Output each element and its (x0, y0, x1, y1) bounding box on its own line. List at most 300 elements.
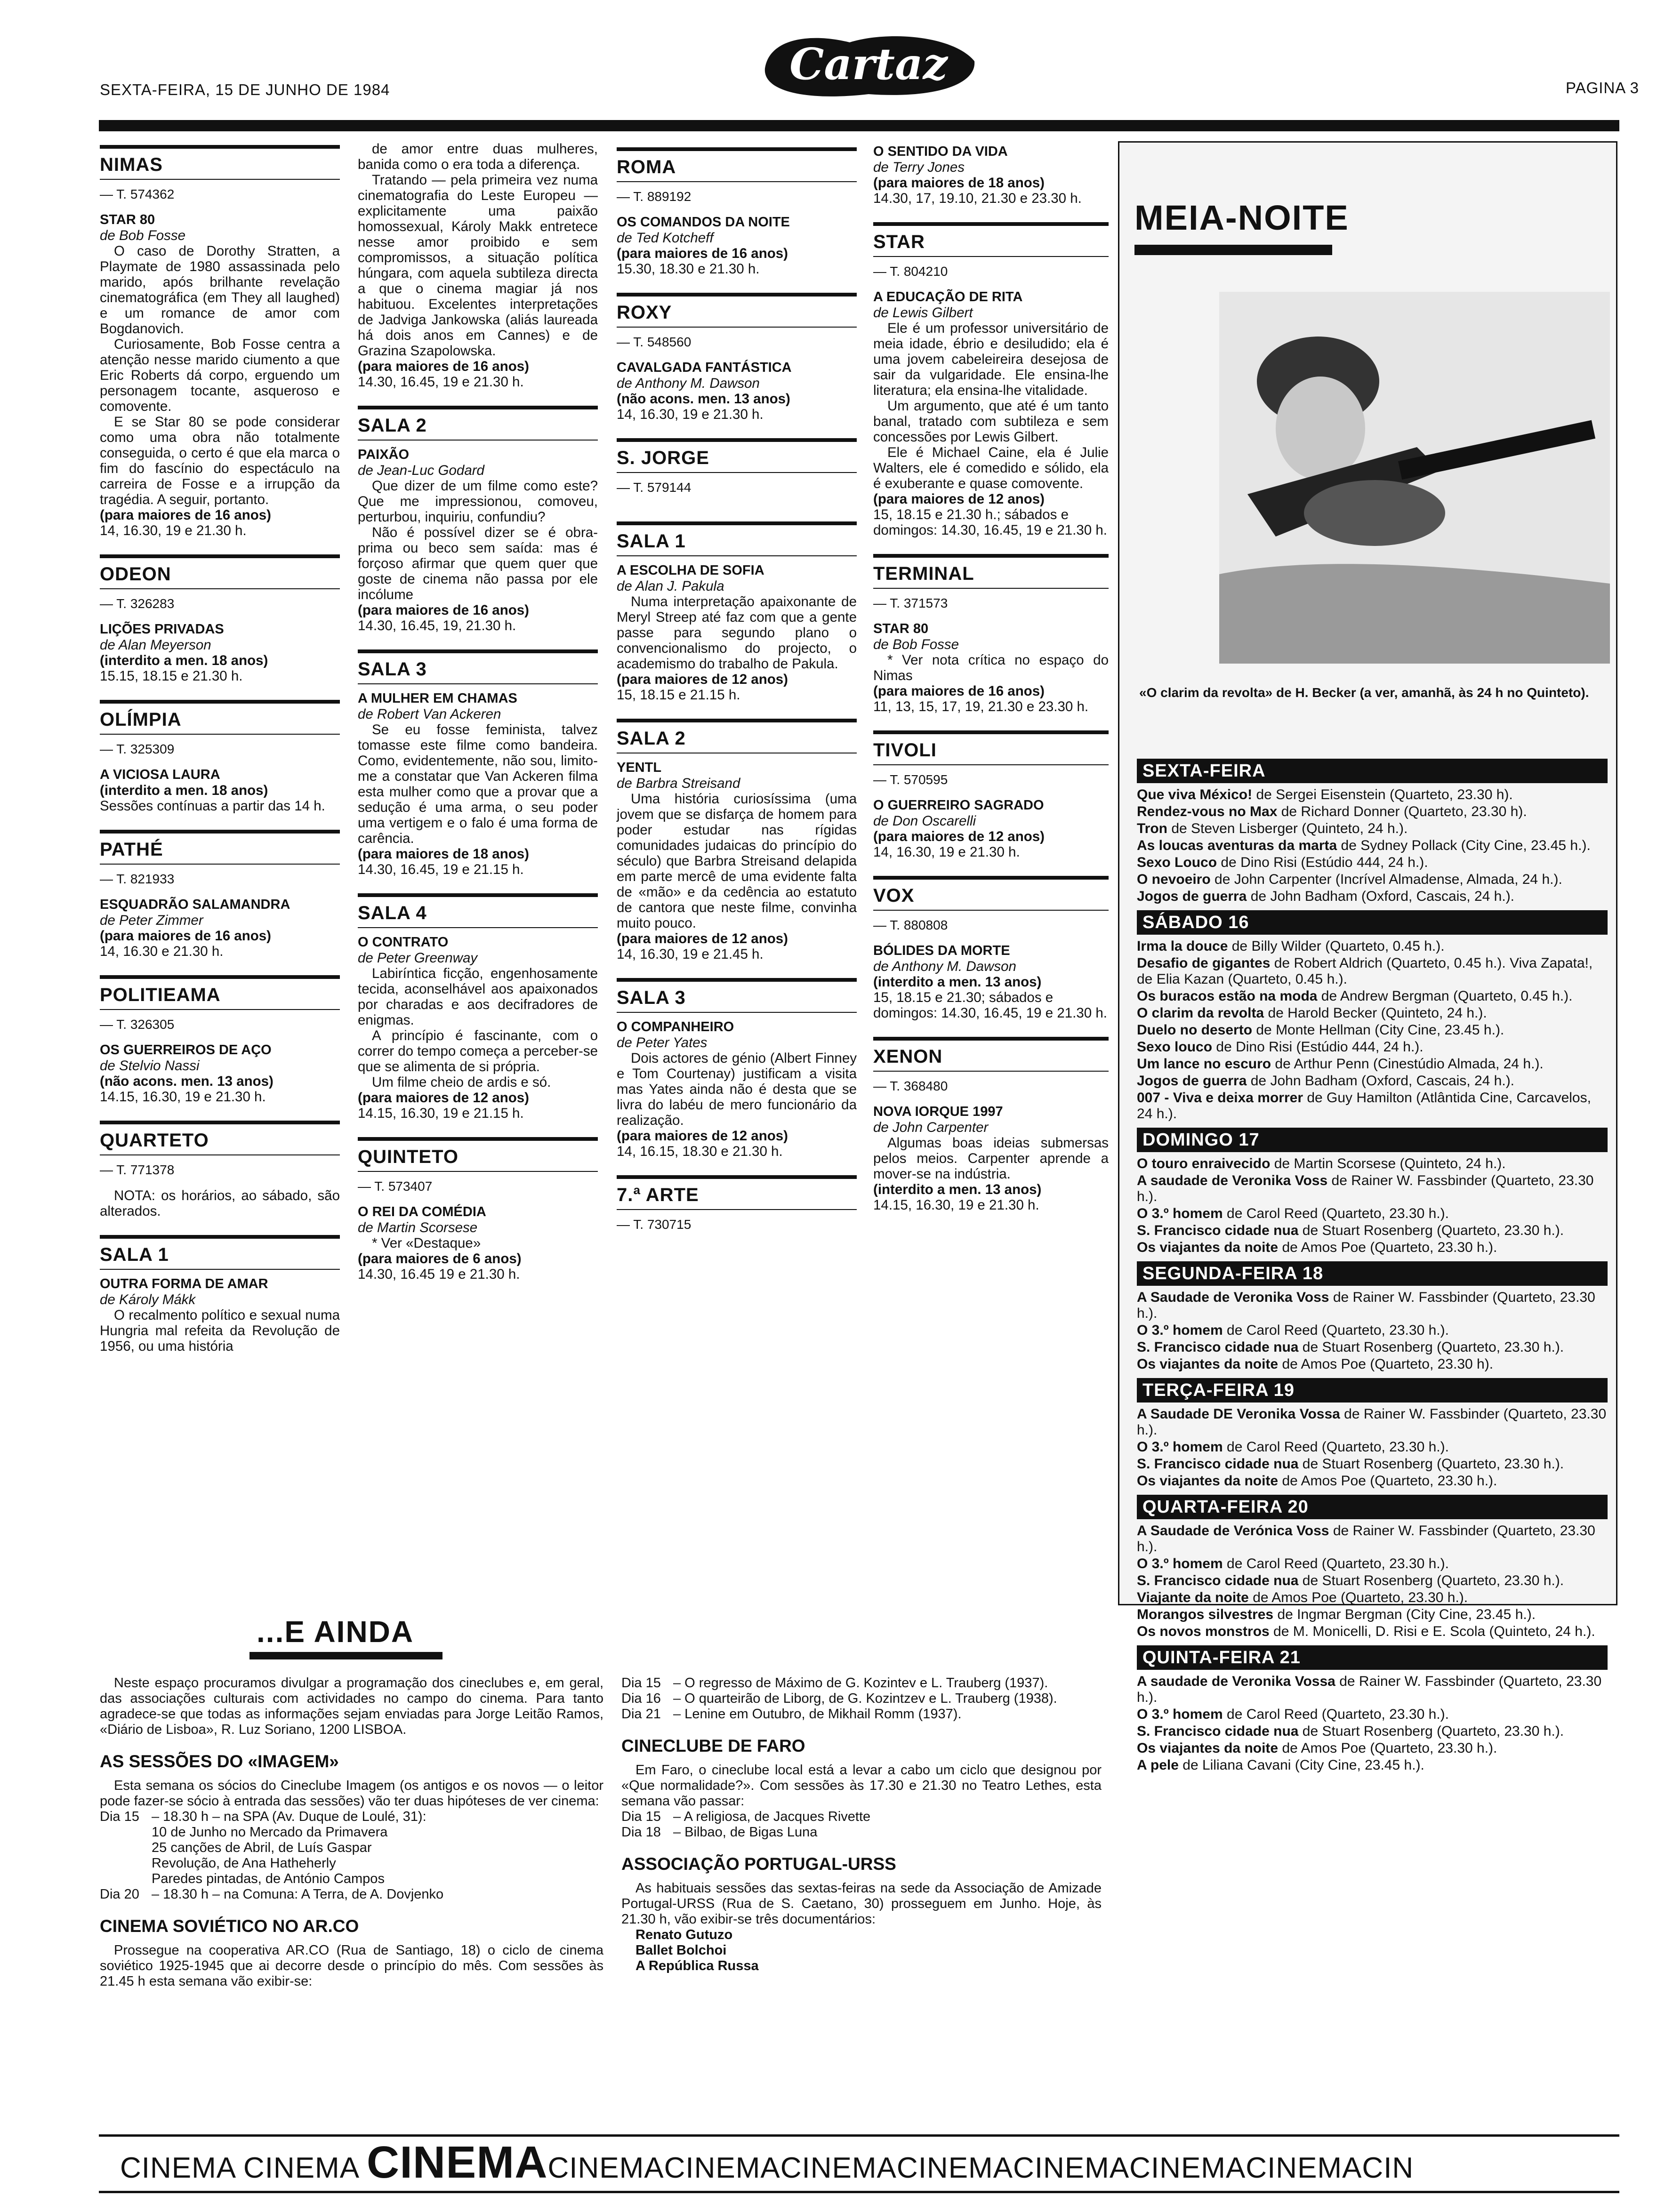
screening-title: Os novos monstros (1137, 1624, 1270, 1639)
film-title: CAVALGADA FANTÁSTICA (617, 360, 792, 375)
midnight-screening (1137, 1723, 1608, 1739)
film-director: de Károly Mákk (100, 1292, 196, 1307)
film-director: de Ted Kotcheff (617, 230, 714, 246)
film-title: PAIXÃO (358, 447, 410, 462)
schedule-line (100, 1856, 603, 1871)
film-title: OUTRA FORMA DE AMAR (100, 1276, 268, 1291)
film-title: O SENTIDO DA VIDA (873, 144, 1008, 159)
screening-title: Os viajantes da noite (1137, 1740, 1279, 1756)
cinema-name: VOX (873, 885, 915, 906)
screening-details: de Sergei Eisenstein (Quarteto, 23.30 h). (1252, 787, 1513, 802)
age-rating: (para maiores de 16 anos) (100, 507, 271, 523)
schedule-line (100, 1825, 603, 1840)
age-rating: (interdito a men. 18 anos) (100, 653, 268, 668)
schedule-line (621, 1809, 1102, 1825)
midnight-screening (1137, 1022, 1608, 1038)
film-review: de amor entre duas mulheres, banida como o era toda a diferença. (358, 141, 598, 172)
midnight-screening (1137, 872, 1608, 888)
schedule-text: 10 de Junho no Mercado da Primavera (152, 1825, 388, 1840)
imagem-schedule (100, 1809, 603, 1902)
sovietico-text: Prossegue na cooperativa AR.CO (Rua de Santiago, 18) o ciclo de cinema soviético 1925-1945 que ai decorre desde o princípio do mês. Com sessões às 21.45 h esta semana vão exibir-se: (100, 1943, 603, 1989)
film-title: BÓLIDES DA MORTE (873, 943, 1010, 958)
film-review: Curiosamente, Bob Fosse centra a atenção nesse marido ciumento a que Eric Roberts dá corpo, erguendo um personagem tocante, asqueroso e comovente. (100, 337, 340, 414)
midnight-screening (1137, 1223, 1608, 1239)
midnight-screening (1137, 1206, 1608, 1222)
film-director: de Stelvio Nassi (100, 1058, 200, 1074)
screening-title: Tron (1137, 821, 1167, 836)
section-gap (617, 1242, 857, 1255)
midnight-screening (1137, 938, 1608, 954)
film-review: Labiríntica ficção, engenhosamente tecida, aconselhável aos apaixonados por charadas e aos decifradores de enigmas. (358, 966, 598, 1028)
schedule-text: 25 canções de Abril, de Luís Gaspar (152, 1840, 372, 1855)
cinema-name: SALA 1 (100, 1244, 169, 1265)
schedule-day (100, 1871, 152, 1887)
section-rule (100, 588, 340, 589)
midnight-screening (1137, 1039, 1608, 1055)
issue-date: SEXTA-FEIRA, 15 DE JUNHO DE 1984 (100, 81, 390, 98)
schedule-day: Dia 20 (100, 1887, 139, 1902)
e-ainda-middle-column (621, 1675, 1102, 1974)
midnight-screening (1137, 1005, 1608, 1021)
cinema-section (617, 147, 857, 289)
cinema-section (873, 144, 1109, 218)
screening-details: de Carol Reed (Quarteto, 23.30 h.). (1223, 1439, 1449, 1455)
photo-caption: «O clarim da revolta» de H. Becker (a ver, amanhã, às 24 h no Quinteto). (1139, 685, 1589, 700)
cinema-phone: — T. 570595 (873, 772, 948, 787)
screening-details: de Guy Hamilton (Atlântida Cine, Carcavelos, 24 h.). (1137, 1090, 1591, 1122)
age-rating: (para maiores de 12 anos) (873, 829, 1045, 844)
screening-title: Um lance no escuro (1137, 1056, 1271, 1072)
midnight-screening (1137, 988, 1608, 1004)
showtimes: 14, 16.30, 19 e 21.45 h. (617, 946, 764, 962)
screening-details: de Dino Risi (Estúdio 444, 24 h.). (1212, 1039, 1424, 1055)
cinema-name: 7.ª ARTE (617, 1185, 699, 1205)
cinema-section (873, 730, 1109, 872)
cinema-name: NIMAS (100, 154, 163, 175)
cinema-name: STAR (873, 232, 925, 252)
showtimes: 15.30, 18.30 e 21.30 h. (617, 261, 760, 277)
midnight-screening (1137, 1624, 1608, 1640)
section-gap (100, 814, 340, 826)
film-review: Um filme cheio de ardis e só. (372, 1074, 551, 1090)
section-gap (617, 703, 857, 715)
screening-title: Os buracos estão na moda (1137, 988, 1318, 1004)
midnight-screening (1137, 1056, 1608, 1072)
screening-title: O nevoeiro (1137, 872, 1211, 887)
showtimes: 14.30, 17, 19.10, 21.30 e 23.30 h. (873, 191, 1082, 206)
screening-details: de Sydney Pollack (City Cine, 23.45 h.). (1337, 838, 1591, 853)
logo-text: Cartaz (789, 39, 948, 89)
day-heading: SEXTA-FEIRA (1137, 759, 1608, 783)
e-ainda-intro: Neste espaço procuramos divulgar a programação dos cineclubes e, em geral, das associações culturais com actividades no campo do cinema. Para tanto agradece-se que todas as informações sejam enviadas para Jorge Leitão Ramos, «Diário de Lisboa», R. Luz Soriano, 1200 LISBOA. (100, 1675, 603, 1737)
day-heading: QUINTA-FEIRA 21 (1137, 1645, 1608, 1670)
section-rule (100, 1154, 340, 1155)
screening-details: de Rainer W. Fassbinder (Quarteto, 23.30 h.). (1137, 1173, 1594, 1204)
section-rule (100, 1269, 340, 1270)
cinema-section (617, 521, 857, 715)
section-gap (100, 538, 340, 551)
age-rating: (não acons. men. 13 anos) (100, 1074, 273, 1089)
e-ainda-title: ...E AINDA (257, 1615, 414, 1649)
cinema-section (358, 893, 598, 1133)
midnight-screening (1137, 855, 1608, 871)
cinema-phone: — T. 821933 (100, 872, 175, 886)
listing-column-2 (358, 141, 598, 1294)
section-rule (873, 256, 1109, 257)
screening-title: A Saudade de Veronika Voss (1137, 1290, 1329, 1305)
cinema-section (100, 145, 340, 551)
screening-title: A saudade de Veronika Voss (1137, 1173, 1328, 1188)
schedule-line (100, 1840, 603, 1856)
schedule-day: Dia 16 (621, 1691, 661, 1706)
schedule-line (100, 1887, 603, 1902)
screening-title: S. Francisco cidade nua (1137, 1223, 1299, 1238)
showtimes: 14.30, 16.45 19 e 21.30 h. (358, 1266, 520, 1282)
section-gap (873, 206, 1109, 218)
header-rule (99, 120, 1619, 131)
midnight-screening (1137, 1356, 1608, 1372)
cinema-phone: — T. 326283 (100, 596, 175, 611)
schedule-text: – Lenine em Outubro, de Mikhail Romm (1937). (673, 1707, 962, 1722)
midnight-screening (1137, 1607, 1608, 1623)
cinema-name: SALA 2 (617, 728, 686, 749)
showtimes: 14.15, 16.30, 19 e 21.30 h. (100, 1089, 266, 1105)
showtimes: 15, 18.15 e 21.15 h. (617, 687, 740, 703)
section-gap (358, 390, 598, 402)
screening-title: O 3.º homem (1137, 1439, 1223, 1455)
screening-title: S. Francisco cidade nua (1137, 1339, 1299, 1355)
schedule-day: Dia 21 (621, 1707, 661, 1722)
listing-column-3 (617, 144, 857, 1255)
showtimes: 14, 16.30, 19 e 21.30 h. (873, 844, 1020, 860)
cinema-section (100, 554, 340, 696)
screening-details: de Martin Scorsese (Quinteto, 24 h.). (1270, 1156, 1506, 1171)
film-review: Ele é um professor universitário de meia idade, ébrio e desiludido; ela é uma jovem cabeleireira desejosa de sair da vulgaridade. Ele ensina-lhe literatura; ela ensina-lhe vitalidade. (873, 321, 1109, 398)
screening-title: Os viajantes da noite (1137, 1356, 1279, 1372)
section-gap (617, 505, 857, 518)
film-review: Algumas boas ideias submersas pelos meios. Carpenter aprende a mover-se na indústria. (873, 1135, 1109, 1182)
screening-title: Duelo no deserto (1137, 1022, 1253, 1038)
cinema-section (617, 719, 857, 974)
screening-title: O touro enraivecido (1137, 1156, 1271, 1171)
cinema-phone: — T. 325309 (100, 742, 175, 756)
midnight-screening (1137, 1439, 1608, 1455)
cinema-name: TIVOLI (873, 740, 937, 761)
footer-rule-bottom (99, 2191, 1619, 2193)
section-rule (873, 910, 1109, 911)
screening-title: S. Francisco cidade nua (1137, 1573, 1299, 1588)
screening-title: Que viva México! (1137, 787, 1253, 802)
documentary-title: A República Russa (635, 1958, 759, 1973)
screening-details: de Carol Reed (Quarteto, 23.30 h.). (1223, 1707, 1449, 1722)
cinema-name: SALA 3 (358, 659, 427, 680)
day-heading: QUARTA-FEIRA 20 (1137, 1495, 1608, 1519)
film-title: O GUERREIRO SAGRADO (873, 798, 1044, 813)
midnight-screening (1137, 1456, 1608, 1472)
film-title: A MULHER EM CHAMAS (358, 691, 517, 706)
film-review: O recalmento político e sexual numa Hungria mal refeita da Revolução de 1956, ou uma história (100, 1307, 340, 1354)
section-gap (617, 422, 857, 434)
cinema-name: ODEON (100, 564, 171, 585)
cinema-section (100, 975, 340, 1117)
schedule-text: – 18.30 h – na Comuna: A Terra, de A. Dovjenko (152, 1887, 444, 1902)
cinema-name: QUARTETO (100, 1130, 209, 1151)
midnight-screening (1137, 1090, 1608, 1122)
e-ainda-left-column (100, 1675, 603, 1989)
schedule-text: – A religiosa, de Jacques Rivette (673, 1809, 871, 1824)
midnight-screening (1137, 1757, 1608, 1773)
screening-details: de Rainer W. Fassbinder (Quarteto, 23.30 h.). (1137, 1674, 1602, 1705)
age-rating: (para maiores de 16 anos) (358, 602, 529, 618)
section-rule (617, 555, 857, 556)
cinema-name: ROXY (617, 302, 672, 323)
screening-details: de Amos Poe (Quarteto, 23.30 h). (1278, 1356, 1494, 1372)
age-rating: (interdito a men. 18 anos) (100, 783, 268, 798)
age-rating: (para maiores de 12 anos) (617, 672, 788, 687)
section-gap (100, 1219, 340, 1231)
imagem-heading: AS SESSÕES DO «IMAGEM» (100, 1752, 339, 1771)
film-review: A princípio é fascinante, com o correr do tempo começa a perceber-se que se alimenta de si própria. (358, 1028, 598, 1074)
age-rating: (para maiores de 12 anos) (617, 1128, 788, 1144)
age-rating: (para maiores de 18 anos) (873, 175, 1045, 191)
film-director: de John Carpenter (873, 1120, 989, 1135)
section-rule (100, 734, 340, 735)
midnight-screening (1137, 1674, 1608, 1706)
section-gap (358, 877, 598, 890)
screening-details: de Carol Reed (Quarteto, 23.30 h.). (1223, 1206, 1449, 1221)
screening-details: de Carol Reed (Quarteto, 23.30 h.). (1223, 1322, 1449, 1338)
section-rule (100, 1009, 340, 1010)
screening-details: de Stuart Rosenberg (Quarteto, 23.30 h.). (1298, 1573, 1564, 1588)
midnight-schedule (1137, 753, 1608, 1774)
footer-text-b: CINEMA (366, 2137, 548, 2188)
schedule-line (100, 1871, 603, 1887)
cinema-name: PATHÉ (100, 839, 163, 860)
cinema-name: XENON (873, 1046, 943, 1067)
section-rule (100, 864, 340, 865)
screening-details: de M. Monicelli, D. Risi e E. Scola (Quinteto, 24 h.). (1269, 1624, 1595, 1639)
cinema-phone: — T. 574362 (100, 187, 175, 201)
schedule-day: Dia 15 (100, 1809, 139, 1824)
age-rating: (para maiores de 16 anos) (358, 359, 529, 374)
showtimes: 11, 13, 15, 17, 19, 21.30 e 23.30 h. (873, 699, 1089, 714)
screening-title: Jogos de guerra (1137, 1073, 1247, 1089)
film-director: de Jean-Luc Godard (358, 463, 484, 478)
screening-title: A pele (1137, 1757, 1179, 1773)
listing-column-1 (100, 141, 340, 1366)
screening-details: de Stuart Rosenberg (Quarteto, 23.30 h.). (1298, 1723, 1564, 1739)
screening-title: Irma la douce (1137, 938, 1228, 954)
screening-title: Os viajantes da noite (1137, 1473, 1279, 1489)
documentary-title: Ballet Bolchoi (635, 1943, 727, 1958)
screening-details: de Amos Poe (Quarteto, 23.30 h.). (1248, 1590, 1468, 1605)
cinema-name: TERMINAL (873, 563, 974, 584)
screening-details: de Rainer W. Fassbinder (Quarteto, 23.30 h.). (1137, 1406, 1607, 1438)
cinema-name: QUINTETO (358, 1146, 458, 1167)
film-review: Numa interpretação apaixonante de Meryl Streep até faz com que a gente passe para segundo plano o convencionalismo do projecto, o academismo do trabalho de Pakula. (617, 594, 857, 672)
film-title: STAR 80 (100, 212, 155, 227)
film-director: de Alan Meyerson (100, 637, 211, 653)
cinema-section (873, 876, 1109, 1033)
film-title: OS COMANDOS DA NOITE (617, 215, 790, 230)
section-gap (358, 633, 598, 646)
faro-text: Em Faro, o cineclube local está a levar a cabo um ciclo que designou por «Que normalidade?». Com sessões às 17.30 e 21.30 no Teatro Lethes, esta semana vão passar: (621, 1763, 1102, 1809)
showtimes: 14, 16.30 e 21.30 h. (100, 944, 224, 959)
urss-text: As habituais sessões das sextas-feiras na sede da Associação de Amizade Portugal-URSS (Rua de S. Caetano, 30) prosseguem em Junho. Hoje, às 21.30 h, vão exibir-se três documentários: (621, 1881, 1102, 1927)
screening-details: de Steven Lisberger (Quinteto, 24 h.). (1167, 821, 1408, 836)
cinema-name: S. JORGE (617, 448, 709, 468)
section-gap (873, 1213, 1109, 1225)
section-gap (873, 714, 1109, 727)
page-number: PAGINA 3 (1566, 79, 1639, 96)
screening-details: de Stuart Rosenberg (Quarteto, 23.30 h.). (1298, 1223, 1564, 1238)
sovietico-schedule (621, 1675, 1102, 1722)
cinema-phone: — T. 730715 (617, 1217, 692, 1232)
age-rating: (para maiores de 16 anos) (873, 683, 1045, 699)
schedule-text: – Bilbao, de Bigas Luna (673, 1825, 818, 1840)
film-title: O REI DA COMÉDIA (358, 1204, 486, 1219)
cinema-section (873, 222, 1109, 550)
section-rule (873, 764, 1109, 765)
schedule-line (621, 1707, 1102, 1722)
section-gap (873, 1021, 1109, 1033)
section-rule (873, 588, 1109, 589)
cinema-name: SALA 3 (617, 987, 686, 1008)
section-rule (873, 1071, 1109, 1072)
midnight-screening (1137, 1173, 1608, 1205)
showtimes: 15, 18.15 e 21.30 h.; sábados e domingos: 14.30, 16.45, 19 e 21.30 h. (873, 507, 1107, 538)
film-title: OS GUERREIROS DE AÇO (100, 1042, 272, 1058)
midnight-screening (1137, 955, 1608, 987)
day-heading: SEGUNDA-FEIRA 18 (1137, 1261, 1608, 1286)
film-title: A ESCOLHA DE SOFIA (617, 563, 764, 578)
screening-details: de Amos Poe (Quarteto, 23.30 h.). (1278, 1740, 1497, 1756)
cinema-phone: — T. 880808 (873, 918, 948, 932)
showtimes: 14, 16.30, 19 e 21.30 h. (617, 407, 764, 422)
screening-title: A Saudade de Verónica Voss (1137, 1523, 1329, 1539)
film-director: de Anthony M. Dawson (873, 959, 1016, 974)
film-director: de Peter Zimmer (100, 913, 203, 928)
film-review: Não é possível dizer se é obra-prima ou beco sem saída: mas é forçoso afirmar que quem quer que goste de cinema não passa por ele incólume (358, 525, 598, 602)
film-review: * Ver «Destaque» (372, 1235, 481, 1251)
cinema-section (100, 1235, 340, 1366)
film-director: de Martin Scorsese (358, 1220, 478, 1235)
film-review: O caso de Dorothy Stratten, a Playmate de 1980 assassinada pelo marido, após brilhante revelação cinematográfica (em They all laughed) e um romance de amor com Bogdanovich. (100, 243, 340, 337)
midnight-screening (1137, 1523, 1608, 1555)
age-rating: (para maiores de 18 anos) (358, 846, 529, 862)
screening-details: de Liliana Cavani (City Cine, 23.45 h.). (1178, 1757, 1424, 1773)
film-director: de Alan J. Pakula (617, 578, 724, 594)
cinema-name: OLÍMPIA (100, 709, 182, 730)
screening-title: A Saudade DE Veronika Vossa (1137, 1406, 1340, 1422)
cartaz-logo (756, 24, 981, 104)
screening-details: de Harold Becker (Quinteto, 24 h.). (1264, 1005, 1487, 1021)
screening-details: de John Badham (Oxford, Cascais, 24 h.). (1247, 1073, 1515, 1089)
schedule-text: – 18.30 h – na SPA (Av. Duque de Loulé, 31): (152, 1809, 426, 1824)
screening-details: de John Carpenter (Incrível Almadense, Almada, 24 h.). (1210, 872, 1562, 887)
screening-details: de Monte Hellman (City Cine, 23.45 h.). (1252, 1022, 1504, 1038)
cinema-section (358, 1137, 598, 1294)
age-rating: (para maiores de 12 anos) (358, 1090, 529, 1106)
cinema-name: POLITIEAMA (100, 985, 221, 1005)
section-rule (358, 440, 598, 441)
cinema-phone: — T. 579144 (617, 480, 692, 495)
midnight-screening (1137, 1156, 1608, 1172)
film-review: Que dizer de um filme como este? Que me impressionou, comoveu, perturbou, inquiriu, confundiu? (358, 478, 598, 525)
film-still-photo (1219, 292, 1610, 664)
cinema-section (617, 978, 857, 1171)
schedule-day: Dia 18 (621, 1825, 661, 1840)
listing-column-4 (873, 141, 1109, 1225)
cinema-phone: — T. 889192 (617, 189, 692, 204)
film-review: NOTA: os horários, ao sábado, são alterados. (100, 1188, 340, 1219)
midnight-screening (1137, 1406, 1608, 1438)
film-director: de Robert Van Ackeren (358, 706, 501, 722)
film-review: Ele é Michael Caine, ela é Julie Walters, ele é comedido e sólido, ela é exuberante e quase comovente. (873, 445, 1109, 491)
schedule-day (100, 1840, 152, 1856)
screening-details: de John Badham (Oxford, Cascais, 24 h.). (1247, 889, 1515, 904)
film-review: Dois actores de génio (Albert Finney e Tom Courtenay) justificam a visita mas Yates ainda não é desta que se livra do labéu de mero funcionário da realização. (617, 1050, 857, 1128)
midnight-screening (1137, 889, 1608, 905)
section-gap (100, 684, 340, 696)
film-title: O COMPANHEIRO (617, 1019, 734, 1034)
section-gap (100, 1354, 340, 1366)
section-gap (100, 959, 340, 971)
screening-title: Viajante da noite (1137, 1590, 1249, 1605)
screening-title: Os viajantes da noite (1137, 1240, 1279, 1255)
cinema-section (617, 1175, 857, 1255)
cinema-section (358, 141, 598, 402)
film-director: de Peter Yates (617, 1035, 708, 1050)
screening-title: Jogos de guerra (1137, 889, 1247, 904)
midnight-screening (1137, 1073, 1608, 1089)
section-gap (873, 860, 1109, 872)
schedule-line (621, 1825, 1102, 1840)
section-gap (358, 1121, 598, 1133)
section-rule (100, 179, 340, 180)
cinema-section (617, 438, 857, 518)
screening-details: de Dino Risi (Estúdio 444, 24 h.). (1217, 855, 1428, 870)
screening-details: de Andrew Bergman (Quarteto, 0.45 h.). (1317, 988, 1573, 1004)
screening-details: de Amos Poe (Quarteto, 23.30 h.). (1278, 1473, 1497, 1489)
film-review: * Ver nota crítica no espaço do Nimas (873, 652, 1109, 683)
screening-title: O 3.º homem (1137, 1322, 1223, 1338)
showtimes: Sessões contínuas a partir das 14 h. (100, 798, 325, 814)
footer-banner (120, 2137, 1608, 2188)
screening-title: O 3.º homem (1137, 1556, 1223, 1571)
film-director: de Barbra Streisand (617, 776, 740, 791)
showtimes: 15, 18.15 e 21.30; sábados e domingos: 14.30, 16.45, 19 e 21.30 h. (873, 990, 1107, 1021)
midnight-screening (1137, 804, 1608, 820)
cinema-phone: — T. 548560 (617, 335, 692, 349)
screening-title: O 3.º homem (1137, 1707, 1223, 1722)
screening-title: Morangos silvestres (1137, 1607, 1274, 1622)
screening-details: de Arthur Penn (Cinestúdio Almada, 24 h.). (1271, 1056, 1544, 1072)
day-heading: DOMINGO 17 (1137, 1128, 1608, 1152)
showtimes: 14, 16.15, 18.30 e 21.30 h. (617, 1144, 783, 1159)
schedule-line (621, 1675, 1102, 1691)
screening-title: S. Francisco cidade nua (1137, 1456, 1299, 1472)
cinema-section (100, 830, 340, 971)
cinema-section (617, 293, 857, 434)
day-heading: SÁBADO 16 (1137, 910, 1608, 935)
film-title: ESQUADRÃO SALAMANDRA (100, 897, 290, 912)
day-heading: TERÇA-FEIRA 19 (1137, 1378, 1608, 1403)
screening-title: As loucas aventuras da marta (1137, 838, 1337, 853)
section-rule (358, 683, 598, 684)
section-gap (617, 962, 857, 974)
cinema-phone: — T. 771378 (100, 1162, 175, 1177)
